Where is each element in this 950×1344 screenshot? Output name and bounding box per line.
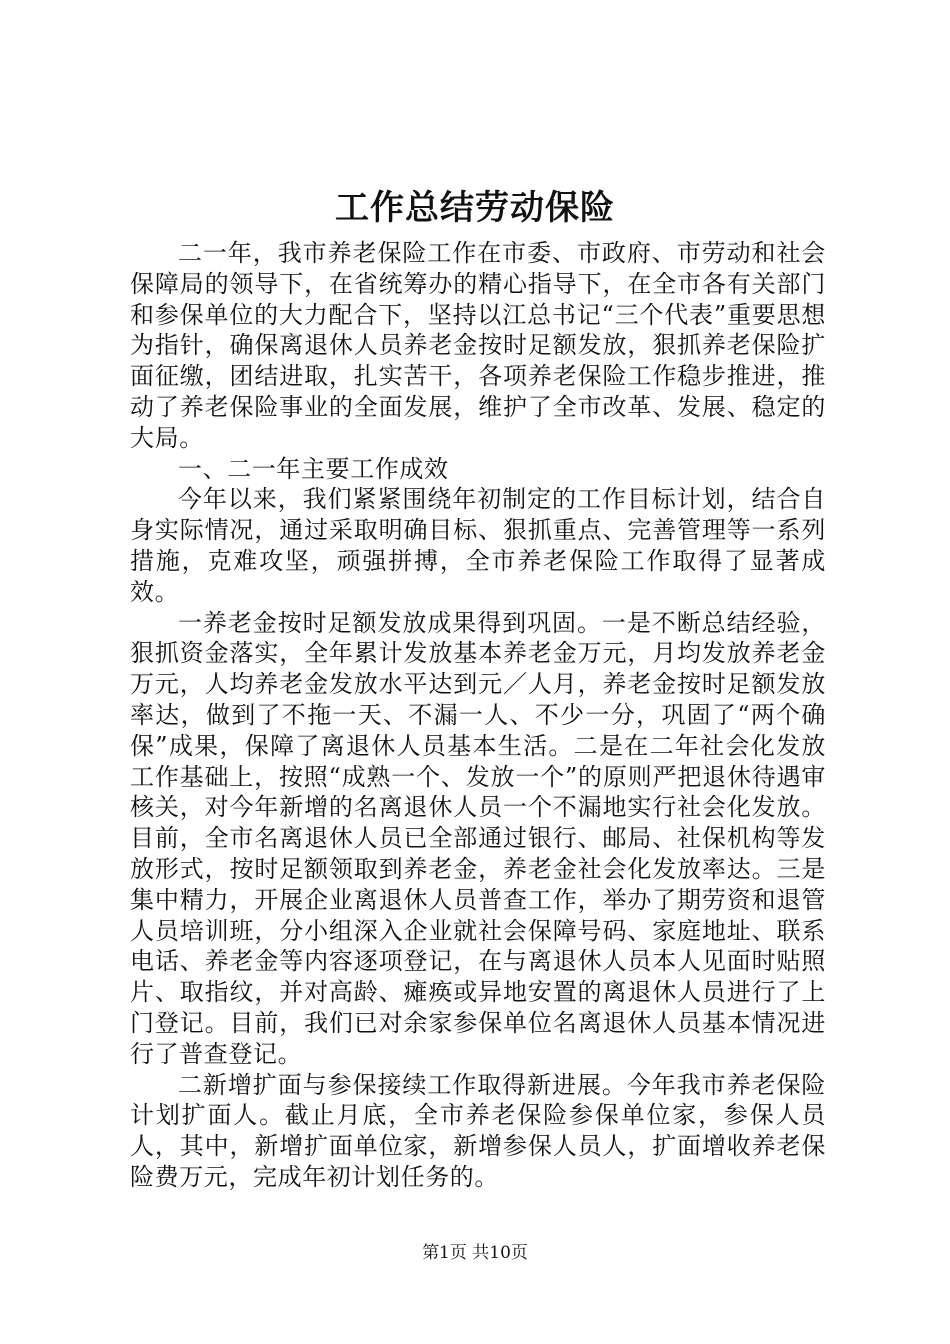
page-footer: 第1页 共10页 xyxy=(422,1243,528,1263)
document-title: 工作总结劳动保险 xyxy=(335,188,615,228)
paragraph-coverage-expansion: 二新增扩面与参保接续工作取得新进展。今年我市养老保险计划扩面人。截止月底，全市养老保险参保单位家，参保人员人，其中，新增扩面单位家，新增参保人员人，扩面增收养老保险费万元，完成年初计划任务的。 xyxy=(130,1070,826,1191)
paragraph-overview: 今年以来，我们紧紧围绕年初制定的工作目标计划，结合自身实际情况，通过采取明确目标、狠抓重点、完善管理等一系列措施，克难攻坚，顽强拼搏，全市养老保险工作取得了显著成效。 xyxy=(130,485,826,606)
paragraph-intro: 二一年，我市养老保险工作在市委、市政府、市劳动和社会保障局的领导下，在省统筹办的精心指导下，在全市各有关部门和参保单位的大力配合下，坚持以江总书记“三个代表”重要思想为指针，确保离退休人员养老金按时足额发放，狠抓养老保险扩面征缴，团结进取，扎实苦干，各项养老保险工作稳步推进，推动了养老保险事业的全面发展，维护了全市改革、发展、稳定的大局。 xyxy=(130,239,826,452)
paragraph-pension-payment: 一养老金按时足额发放成果得到巩固。一是不断总结经验，狠抓资金落实，全年累计发放基本养老金万元，月均发放养老金万元，人均养老金发放水平达到元／人月，养老金按时足额发放率达，做到了不拖一天、不漏一人、不少一分，巩固了“两个确保”成果，保障了离退休人员基本生活。二是在二年社会化发放工作基础上，按照“成熟一个、发放一个”的原则严把退休待遇审核关，对今年新增的名离退休人员一个不漏地实行社会化发放。目前，全市名离退休人员已全部通过银行、邮局、社保机构等发放形式，按时足额领取到养老金，养老金社会化发放率达。三是集中精力，开展企业离退休人员普查工作，举办了期劳资和退管人员培训班，分小组深入企业就社会保障号码、家庭地址、联系电话、养老金等内容逐项登记，在与离退休人员本人见面时贴照片、取指纹，并对高龄、瘫痪或异地安置的离退休人员进行了上门登记。目前，我们已对余家参保单位名离退休人员基本情况进行了普查登记。 xyxy=(130,608,826,1068)
section-heading: 一、二一年主要工作成效 xyxy=(178,454,449,483)
document-body xyxy=(130,238,826,1193)
